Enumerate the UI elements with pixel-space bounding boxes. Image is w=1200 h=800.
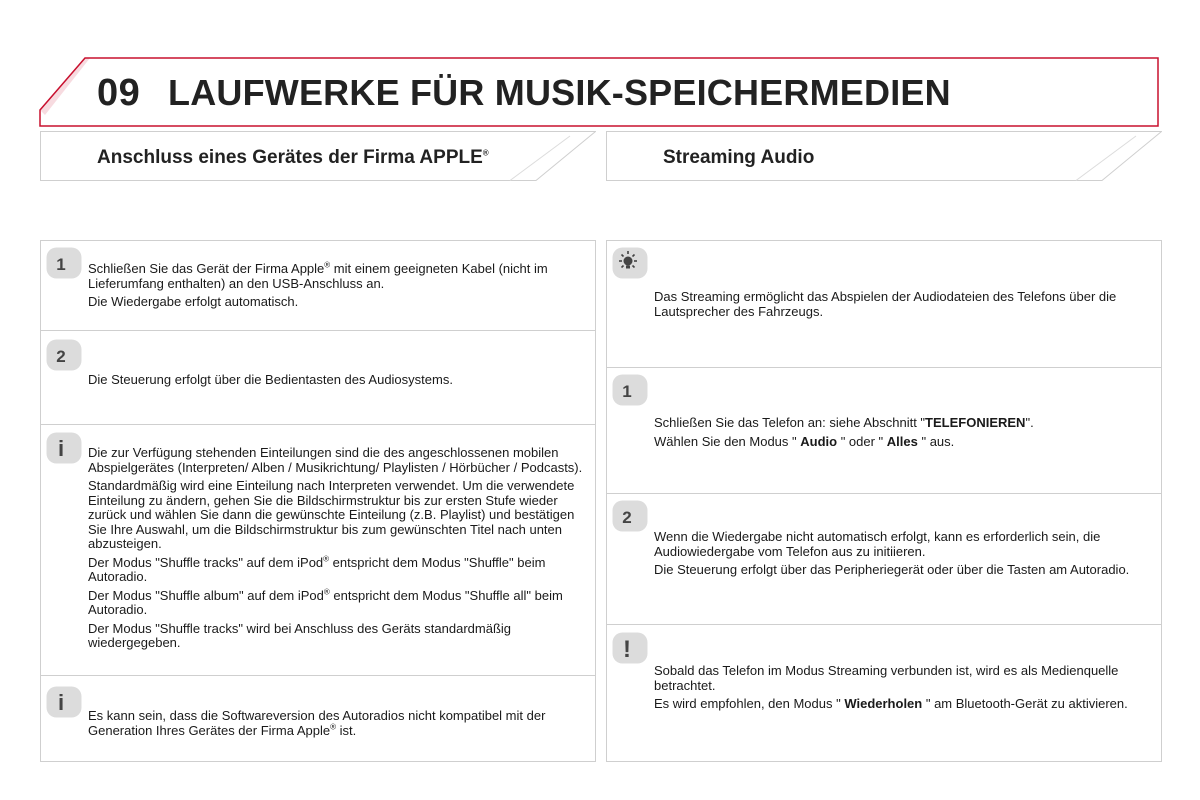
svg-text:1: 1 <box>622 382 632 401</box>
right-item-warning-text: Sobald das Telefon im Modus Streaming verbunden ist, wird es als Medienquelle betrachtet. Es wird empfohlen, den Modus " Wiederholen " am Bluetooth-Gerät zu aktivieren. <box>654 663 1128 711</box>
svg-text:i: i <box>57 690 65 715</box>
left-item-info-2-text: Es kann sein, dass die Softwareversion des Autoradios nicht kompatibel mit der Generation Ihres Gerätes der Firma Apple® ist. <box>88 708 546 738</box>
svg-text:1: 1 <box>56 255 66 274</box>
warning-icon <box>612 632 648 664</box>
step-2-icon <box>46 339 82 371</box>
right-content-panel <box>606 240 1162 762</box>
light-bulb-icon <box>612 247 648 279</box>
info-icon <box>46 432 82 464</box>
right-section-title: Streaming Audio <box>663 147 815 168</box>
left-item-step-1-text: Schließen Sie das Gerät der Firma Apple® mit einem geeigneten Kabel (nicht im Lieferumfang enthalten) an den USB-Anschluss an. Die Wiedergabe erfolgt automatisch. <box>88 260 548 309</box>
svg-text:2: 2 <box>56 347 66 366</box>
step-1-icon <box>46 247 82 279</box>
left-content-panel <box>40 240 596 762</box>
right-item-warning <box>607 624 1161 761</box>
left-item-step-2 <box>41 330 595 424</box>
chapter-number: 09 <box>97 72 141 114</box>
right-item-tip <box>607 241 1161 367</box>
right-item-step-2-text: Wenn die Wiedergabe nicht automatisch erfolgt, kann es erforderlich sein, die Audiowiedergabe vom Telefon aus zu initiieren. Die Steuerung erfolgt über das Peripheriegerät oder über die Tasten am Autoradio. <box>654 529 1130 577</box>
left-item-info-2 <box>41 675 595 761</box>
left-item-step-2-text: Die Steuerung erfolgt über die Bedientasten des Audiosystems. <box>88 372 453 387</box>
right-item-step-2 <box>607 493 1161 624</box>
step-1-icon <box>612 374 648 406</box>
left-item-info-1 <box>41 424 595 675</box>
left-section-title: Anschluss eines Gerätes der Firma APPLE® <box>97 147 489 168</box>
svg-text:2: 2 <box>622 508 632 527</box>
right-section-header <box>606 131 1162 181</box>
svg-text:i: i <box>57 436 65 461</box>
info-icon <box>46 686 82 718</box>
chapter-title: LAUFWERKE FÜR MUSIK-SPEICHERMEDIEN <box>168 72 951 113</box>
svg-text:!: ! <box>623 636 631 663</box>
right-item-step-1 <box>607 367 1161 493</box>
right-item-step-1-text: Schließen Sie das Telefon an: siehe Abschnitt "TELEFONIEREN". Wählen Sie den Modus " Audio " oder " Alles " aus. <box>654 415 1034 449</box>
left-item-info-1-text: Die zur Verfügung stehenden Einteilungen sind die des angeschlossenen mobilen Abspielgerätes (Interpreten/ Alben / Musikrichtung/ Playlisten / Hörbücher / Podcasts). Standardmäßig wird eine Einteilung nach Interpreten verwendet. Um die verwendete Einteilung zu ändern, gehen Sie die Bildschirmstruktur bis zur ersten Stufe wieder zurück und wählen Sie dann die gewünschte Einteilung (z.B. Playlist) und bestätigen Sie Ihre Auswahl, um die Bildschirmstruktur bis zum gewünschten Titel nach unten abzusteigen. Der Modus "Shuffle tracks" auf dem iPod® entspricht dem Modus "Shuffle" beim Autoradio. Der Modus "Shuffle album" auf dem iPod® entspricht dem Modus "Shuffle all" beim Autoradio. Der Modus "Shuffle tracks" wird bei Anschluss des Geräts standardmäßig wiedergegeben. <box>88 445 583 650</box>
left-item-step-1 <box>41 241 595 330</box>
right-item-tip-text: Das Streaming ermöglicht das Abspielen der Audiodateien des Telefons über die Lautsprecher des Fahrzeugs. <box>654 289 1117 319</box>
step-2-icon <box>612 500 648 532</box>
left-section-header <box>40 131 596 181</box>
